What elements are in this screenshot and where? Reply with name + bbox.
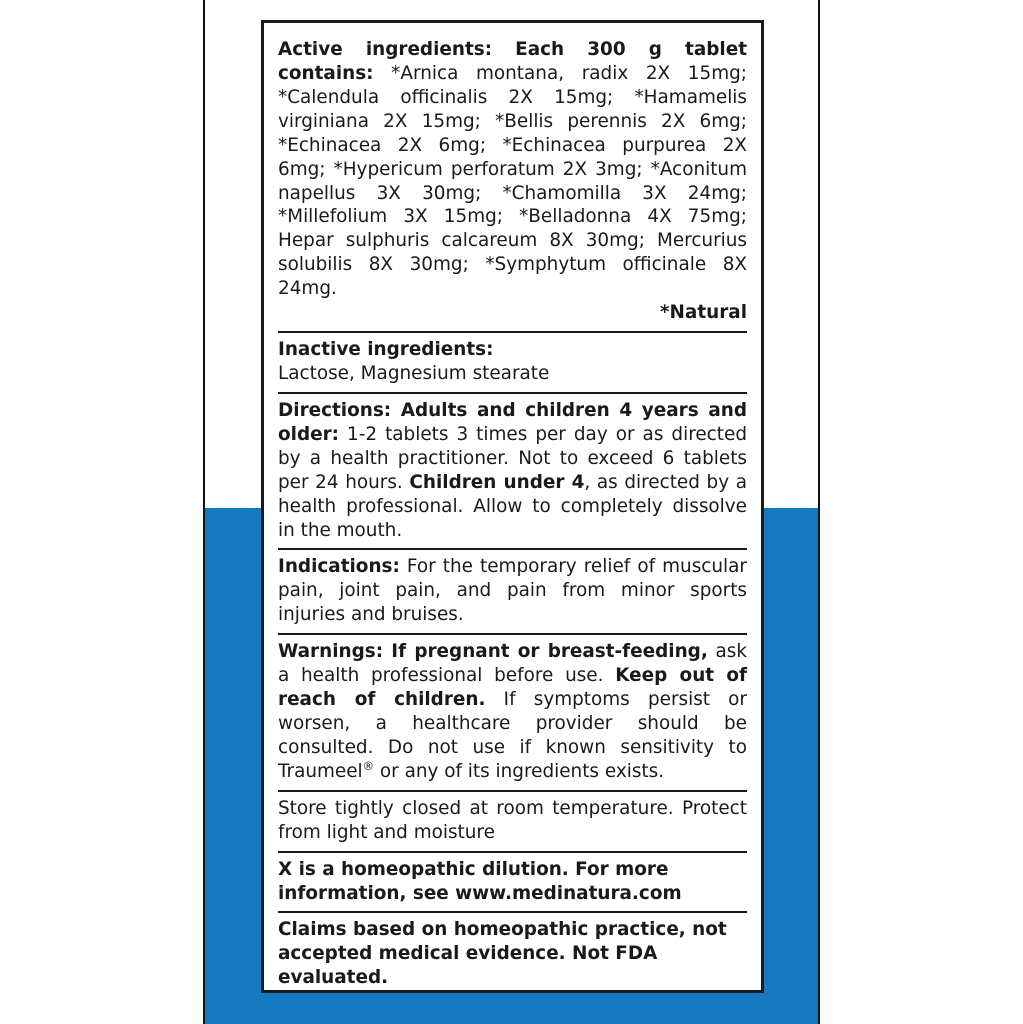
warnings-heading: Warnings: If pregnant or breast-feeding, (278, 641, 708, 663)
claims-note-body: Claims based on homeopathic practice, not accepted medical evidence. Not FDA evaluated. (278, 919, 727, 989)
inactive-ingredients-heading: Inactive ingredients: (278, 339, 494, 361)
indications-body: For the temporary relief of muscular pain, joint pain, and pain from minor sports injuries and bruises. (278, 556, 747, 626)
divider-rule-6 (278, 851, 747, 853)
registered-trademark-mark: ® (362, 758, 375, 773)
storage-section (278, 794, 747, 849)
directions-body-1: 1-2 tablets 3 times per day or as directed by a health practitioner. Not to exceed 6 tablets per 24 hours. (278, 423, 747, 493)
warnings-emphasis-keep-out-of-reach: Keep out of reach of children. (278, 665, 748, 711)
indications-heading: Indications: (278, 556, 400, 578)
drug-facts-box (261, 20, 764, 993)
storage-body: Store tightly closed at room temperature. Protect from light and moisture (278, 797, 747, 843)
dilution-note-body: X is a homeopathic dilution. For more information, see www.medinatura.com (278, 858, 682, 904)
active-ingredients-heading: Active ingredients: Each 300 g tablet contains: (278, 39, 747, 84)
divider-rule-5 (278, 790, 747, 792)
active-ingredients-body: *Arnica montana, radix 2X 15mg; *Calendula officinalis 2X 15mg; *Hamamelis virginiana 2X 15mg; *Bellis perennis 2X 6mg; *Echinacea 2X 6mg; *Echinacea purpurea 2X 6mg; *Hypericum perforatum 2X 3mg; *Aconitum napellus 3X 30mg; *Chamomilla 3X 24mg; *Millefolium 3X 15mg; *Belladonna 4X 75mg; Hepar sulphuris calcareum 8X 30mg; Mercurius solubilis 8X 30mg; *Symphytum officinale 8X 24mg. (278, 62, 747, 300)
carton-left-edge-rule (203, 0, 205, 1024)
inactive-ingredients-section (278, 335, 747, 390)
indications-section (278, 552, 747, 631)
directions-body-2: , as directed by a health professional. Allow to completely dissolve in the mouth. (278, 471, 747, 541)
divider-rule-4 (278, 633, 747, 635)
warnings-section (278, 637, 747, 788)
warnings-body-3: or any of its ingredients exists. (374, 760, 665, 782)
divider-rule-1 (278, 331, 747, 333)
directions-emphasis-children-under-4: Children under 4 (409, 471, 585, 493)
claims-note-section (278, 915, 747, 994)
directions-heading: Directions: Adults and children 4 years and older: (278, 399, 747, 445)
directions-section (278, 396, 747, 547)
carton-right-edge-rule (818, 0, 820, 1024)
active-ingredients-section (278, 35, 747, 329)
warnings-body-2: If symptoms persist or worsen, a healthcare provider should be consulted. Do not use if known sensitivity to Traumeel (278, 689, 747, 782)
divider-rule-7 (278, 911, 747, 913)
divider-rule-3 (278, 548, 747, 550)
dilution-note-section (278, 855, 747, 910)
inactive-ingredients-body: Lactose, Magnesium stearate (278, 362, 550, 384)
warnings-body-1: ask a health professional before use. (278, 641, 747, 687)
divider-rule-2 (278, 392, 747, 394)
active-ingredients-footnote: *Natural (659, 302, 747, 324)
